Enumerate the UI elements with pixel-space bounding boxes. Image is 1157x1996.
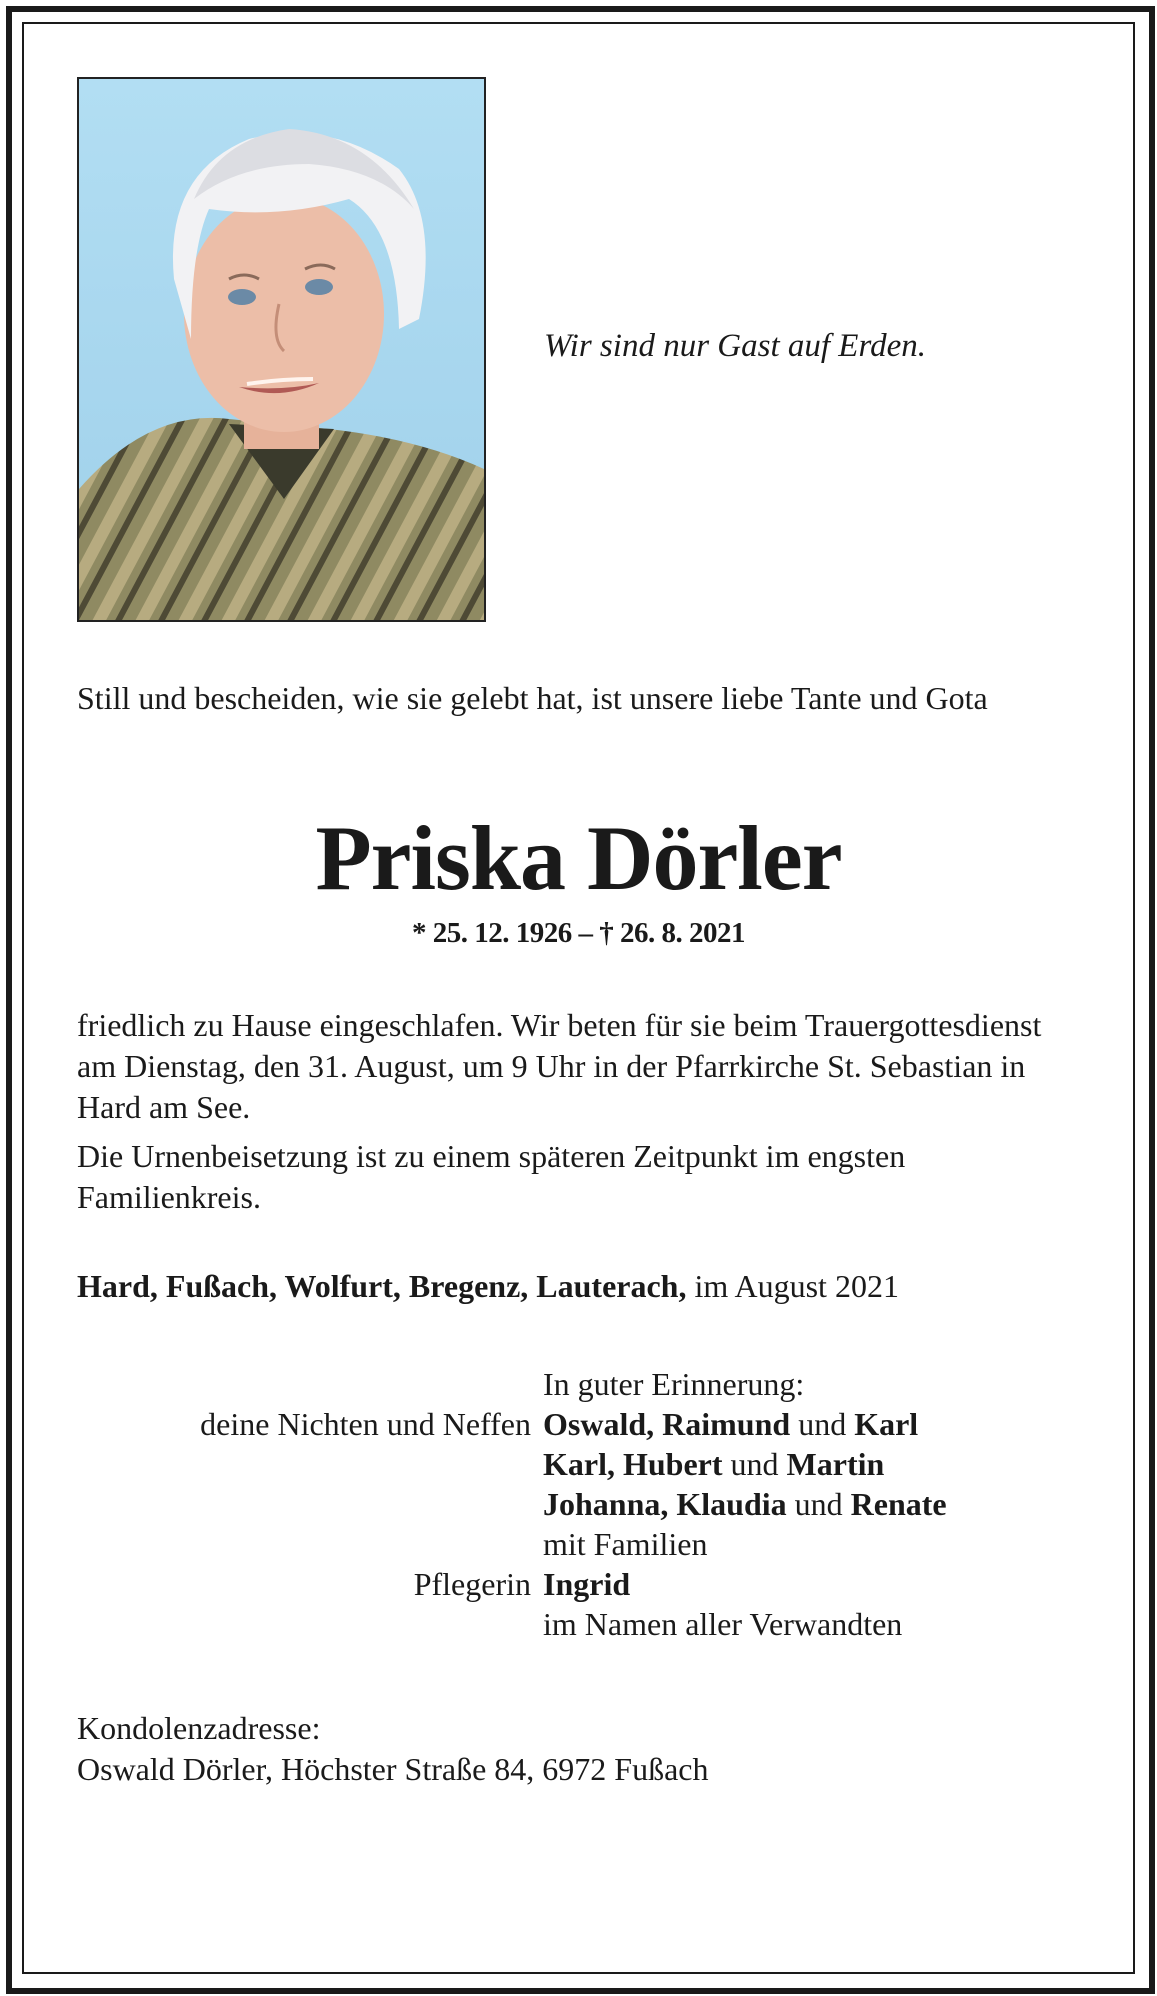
signature-heading: In guter Erinnerung: bbox=[543, 1366, 805, 1402]
notice-body bbox=[77, 1005, 1081, 1226]
condolence-address bbox=[77, 1708, 708, 1790]
mourner-line: Ingrid bbox=[543, 1566, 631, 1602]
relation-label: Pflegerin bbox=[413, 1566, 531, 1602]
mourner-line: Oswald, Raimund und Karl bbox=[543, 1406, 919, 1442]
portrait-photo bbox=[77, 77, 486, 622]
deceased-name: Priska Dörler bbox=[315, 807, 842, 909]
intro-text: Still und bescheiden, wie sie gelebt hat, ist unsere liebe Tante und Gota bbox=[77, 680, 988, 716]
signature-block bbox=[0, 1364, 1157, 1644]
places-bold: Hard, Fußach, Wolfurt, Bregenz, Lauterach, bbox=[77, 1268, 687, 1304]
body-paragraph: friedlich zu Hause eingeschlafen. Wir beten für sie beim Trauergottesdienst am Dienstag, den 31. August, um 9 Uhr in der Pfarrkirche St. Sebastian in Hard am See. bbox=[77, 1007, 1042, 1125]
places-line bbox=[77, 1268, 899, 1305]
life-dates: * 25. 12. 1926 – † 26. 8. 2021 bbox=[412, 917, 745, 949]
condolence-label: Kondolenzadresse: bbox=[77, 1710, 321, 1746]
mourner-line: Karl, Hubert und Martin bbox=[543, 1446, 885, 1482]
mourner-line: im Namen aller Verwandten bbox=[543, 1606, 903, 1642]
mourner-line: Johanna, Klaudia und Renate bbox=[543, 1486, 947, 1522]
mourner-line: mit Familien bbox=[543, 1526, 708, 1562]
condolence-address-line: Oswald Dörler, Höchster Straße 84, 6972 Fußach bbox=[77, 1751, 709, 1787]
places-date: im August 2021 bbox=[686, 1268, 899, 1304]
body-paragraph: Die Urnenbeisetzung ist zu einem späteren Zeitpunkt im engsten Familienkreis. bbox=[77, 1138, 906, 1215]
relation-label: deine Nichten und Neffen bbox=[200, 1406, 531, 1442]
motto: Wir sind nur Gast auf Erden. bbox=[544, 328, 926, 364]
